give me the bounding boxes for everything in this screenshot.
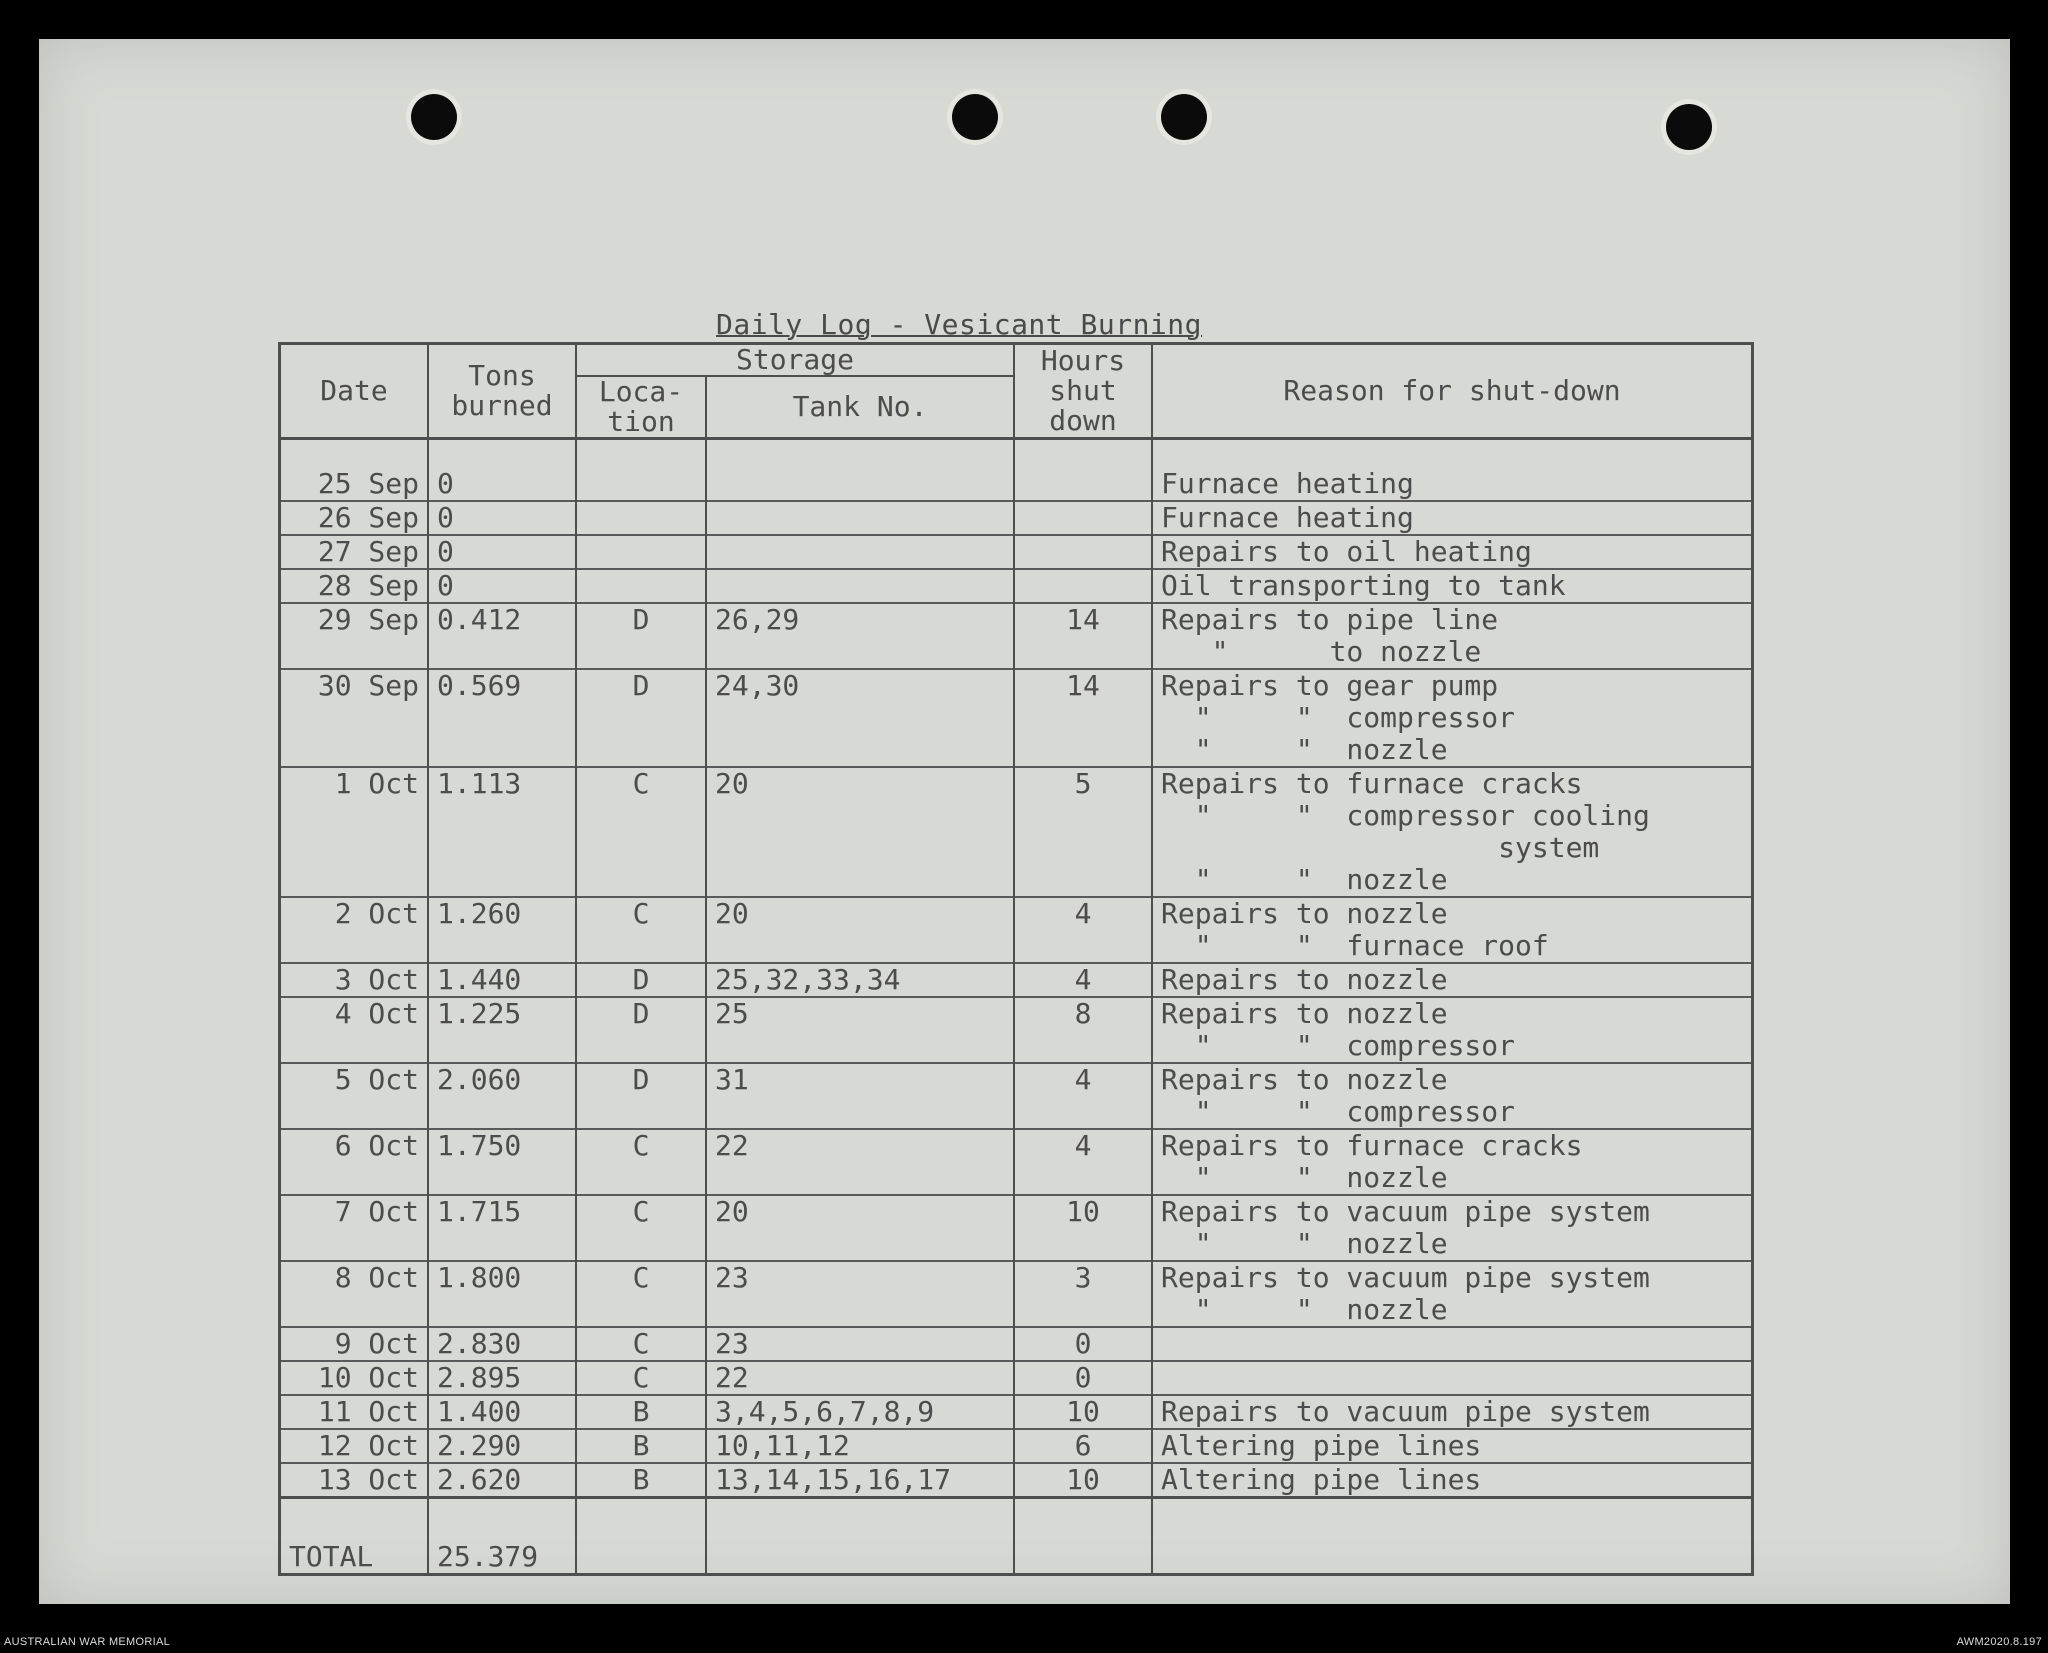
date-cell: 30 Sep xyxy=(280,669,429,767)
tank-no-cell: 20 xyxy=(706,767,1014,897)
location-cell: B xyxy=(576,1429,706,1463)
reason-cell xyxy=(1152,669,1753,767)
table-row xyxy=(280,1327,1753,1361)
table-row xyxy=(280,1395,1753,1429)
tons-burned-cell: 1.715 xyxy=(428,1195,576,1261)
reason-cell xyxy=(1152,535,1753,569)
table-row xyxy=(280,439,1753,502)
table-row xyxy=(280,1261,1753,1327)
reason-cell xyxy=(1152,439,1753,502)
tank-no-cell: 13,14,15,16,17 xyxy=(706,1463,1014,1498)
footer-accession-number: AWM2020.8.197 xyxy=(1956,1636,2042,1648)
date-cell: 8 Oct xyxy=(280,1261,429,1327)
table-body xyxy=(280,439,1753,1498)
reason-line: Repairs to vacuum pipe system xyxy=(1161,1195,1650,1228)
date-cell: 5 Oct xyxy=(280,1063,429,1129)
total-empty-cell xyxy=(706,1498,1014,1575)
date-cell: 29 Sep xyxy=(280,603,429,669)
reason-line: Oil transporting to tank xyxy=(1161,569,1566,602)
header-tons-burned: Tons burned xyxy=(428,344,576,439)
location-cell: C xyxy=(576,1361,706,1395)
reason-cell xyxy=(1152,1395,1753,1429)
reason-cell xyxy=(1152,963,1753,997)
table-row xyxy=(280,603,1753,669)
date-cell: 6 Oct xyxy=(280,1129,429,1195)
location-cell xyxy=(576,501,706,535)
vesicant-burning-log-table xyxy=(278,342,1754,1576)
reason-cell xyxy=(1152,1129,1753,1195)
table-row xyxy=(280,1429,1753,1463)
date-cell: 25 Sep xyxy=(280,439,429,502)
date-cell: 28 Sep xyxy=(280,569,429,603)
date-cell: 1 Oct xyxy=(280,767,429,897)
reason-line: " " compressor xyxy=(1161,701,1516,734)
location-cell: C xyxy=(576,1195,706,1261)
tons-burned-cell: 1.113 xyxy=(428,767,576,897)
reason-line: " " nozzle xyxy=(1161,1161,1448,1194)
tons-burned-cell: 1.800 xyxy=(428,1261,576,1327)
date-cell: 13 Oct xyxy=(280,1463,429,1498)
tank-no-cell: 3,4,5,6,7,8,9 xyxy=(706,1395,1014,1429)
reason-line: Furnace heating xyxy=(1161,467,1414,500)
table-row xyxy=(280,1463,1753,1498)
location-cell: B xyxy=(576,1463,706,1498)
reason-cell xyxy=(1152,603,1753,669)
date-cell: 2 Oct xyxy=(280,897,429,963)
table-row xyxy=(280,535,1753,569)
hours-shut-down-cell: 3 xyxy=(1014,1261,1152,1327)
reason-cell xyxy=(1152,1063,1753,1129)
reason-line: " " nozzle xyxy=(1161,1293,1448,1326)
tank-no-cell xyxy=(706,535,1014,569)
tank-no-cell: 10,11,12 xyxy=(706,1429,1014,1463)
table-row xyxy=(280,897,1753,963)
punch-hole xyxy=(952,94,998,140)
footer-institution: AUSTRALIAN WAR MEMORIAL xyxy=(4,1636,171,1648)
reason-line: Repairs to nozzle xyxy=(1161,997,1448,1030)
reason-line: Repairs to gear pump xyxy=(1161,669,1499,702)
hours-shut-down-cell: 4 xyxy=(1014,963,1152,997)
tons-burned-cell: 1.225 xyxy=(428,997,576,1063)
date-cell: 27 Sep xyxy=(280,535,429,569)
tons-burned-cell: 2.895 xyxy=(428,1361,576,1395)
tons-burned-cell: 2.290 xyxy=(428,1429,576,1463)
reason-line: " " compressor xyxy=(1161,1095,1516,1128)
reason-line: Repairs to nozzle xyxy=(1161,897,1448,930)
hours-shut-down-cell xyxy=(1014,439,1152,502)
tank-no-cell xyxy=(706,439,1014,502)
tank-no-cell: 23 xyxy=(706,1327,1014,1361)
location-cell: D xyxy=(576,963,706,997)
tons-burned-cell: 0 xyxy=(428,439,576,502)
date-cell: 10 Oct xyxy=(280,1361,429,1395)
reason-line: Altering pipe lines xyxy=(1161,1463,1482,1496)
tank-no-cell: 31 xyxy=(706,1063,1014,1129)
reason-line: Repairs to nozzle xyxy=(1161,1063,1448,1096)
document-title: Daily Log - Vesicant Burning xyxy=(716,308,1203,341)
table-row xyxy=(280,997,1753,1063)
hours-shut-down-cell: 6 xyxy=(1014,1429,1152,1463)
hours-shut-down-cell: 5 xyxy=(1014,767,1152,897)
reason-cell xyxy=(1152,897,1753,963)
reason-line: " " nozzle xyxy=(1161,1227,1448,1260)
hours-shut-down-cell: 10 xyxy=(1014,1395,1152,1429)
date-cell: 3 Oct xyxy=(280,963,429,997)
total-tons: 25.379 xyxy=(428,1498,576,1575)
table-row xyxy=(280,963,1753,997)
reason-line: Repairs to vacuum pipe system xyxy=(1161,1261,1650,1294)
punch-hole xyxy=(411,94,457,140)
hours-shut-down-cell xyxy=(1014,535,1152,569)
header-location: Loca- tion xyxy=(576,376,706,439)
reason-line: " " nozzle xyxy=(1161,863,1448,896)
tank-no-cell: 22 xyxy=(706,1129,1014,1195)
location-cell: D xyxy=(576,997,706,1063)
total-empty-cell xyxy=(576,1498,706,1575)
hours-shut-down-cell: 10 xyxy=(1014,1195,1152,1261)
table-row xyxy=(280,1195,1753,1261)
reason-line: Altering pipe lines xyxy=(1161,1429,1482,1462)
tank-no-cell: 24,30 xyxy=(706,669,1014,767)
punch-hole xyxy=(1666,104,1712,150)
tank-no-cell xyxy=(706,501,1014,535)
tons-burned-cell: 0.412 xyxy=(428,603,576,669)
date-cell: 12 Oct xyxy=(280,1429,429,1463)
location-cell: D xyxy=(576,1063,706,1129)
reason-line: Repairs to furnace cracks xyxy=(1161,767,1583,800)
location-cell: D xyxy=(576,603,706,669)
location-cell: D xyxy=(576,669,706,767)
reason-line: " " compressor xyxy=(1161,1029,1516,1062)
reason-line: Repairs to furnace cracks xyxy=(1161,1129,1583,1162)
table-row xyxy=(280,569,1753,603)
hours-shut-down-cell: 0 xyxy=(1014,1361,1152,1395)
location-cell xyxy=(576,439,706,502)
date-cell: 4 Oct xyxy=(280,997,429,1063)
reason-line: " to nozzle xyxy=(1161,635,1482,668)
reason-cell xyxy=(1152,997,1753,1063)
reason-line: Repairs to pipe line xyxy=(1161,603,1499,636)
reason-cell xyxy=(1152,501,1753,535)
total-empty-cell xyxy=(1014,1498,1152,1575)
location-cell: C xyxy=(576,767,706,897)
date-cell: 11 Oct xyxy=(280,1395,429,1429)
total-empty-cell xyxy=(1152,1498,1753,1575)
table-row xyxy=(280,1063,1753,1129)
hours-shut-down-cell: 0 xyxy=(1014,1327,1152,1361)
tank-no-cell: 23 xyxy=(706,1261,1014,1327)
tons-burned-cell: 1.440 xyxy=(428,963,576,997)
tank-no-cell: 20 xyxy=(706,1195,1014,1261)
hours-shut-down-cell: 14 xyxy=(1014,669,1152,767)
location-cell: C xyxy=(576,1261,706,1327)
hours-shut-down-cell: 10 xyxy=(1014,1463,1152,1498)
header-storage: Storage xyxy=(576,344,1014,377)
reason-line: system xyxy=(1161,831,1600,864)
table-row xyxy=(280,1361,1753,1395)
table-header xyxy=(280,344,1753,439)
tank-no-cell: 20 xyxy=(706,897,1014,963)
reason-cell xyxy=(1152,1327,1753,1361)
date-cell: 26 Sep xyxy=(280,501,429,535)
reason-line: " " nozzle xyxy=(1161,733,1448,766)
hours-shut-down-cell: 8 xyxy=(1014,997,1152,1063)
reason-cell xyxy=(1152,569,1753,603)
location-cell: C xyxy=(576,897,706,963)
location-cell xyxy=(576,535,706,569)
reason-line: Repairs to nozzle xyxy=(1161,963,1448,996)
reason-line: " " furnace roof xyxy=(1161,929,1549,962)
punch-hole xyxy=(1161,94,1207,140)
tons-burned-cell: 1.260 xyxy=(428,897,576,963)
header-reason: Reason for shut-down xyxy=(1152,344,1753,439)
tank-no-cell xyxy=(706,569,1014,603)
tons-burned-cell: 2.830 xyxy=(428,1327,576,1361)
table-row xyxy=(280,669,1753,767)
reason-cell xyxy=(1152,1361,1753,1395)
hours-shut-down-cell: 4 xyxy=(1014,1129,1152,1195)
tons-burned-cell: 1.400 xyxy=(428,1395,576,1429)
total-row xyxy=(280,1498,1753,1575)
hours-shut-down-cell xyxy=(1014,569,1152,603)
hours-shut-down-cell: 4 xyxy=(1014,897,1152,963)
location-cell: C xyxy=(576,1327,706,1361)
reason-cell xyxy=(1152,1195,1753,1261)
hours-shut-down-cell: 14 xyxy=(1014,603,1152,669)
reason-line: " " compressor cooling xyxy=(1161,799,1650,832)
tons-burned-cell: 0.569 xyxy=(428,669,576,767)
tons-burned-cell: 0 xyxy=(428,569,576,603)
header-date: Date xyxy=(280,344,429,439)
header-tank-no: Tank No. xyxy=(706,376,1014,439)
hours-shut-down-cell: 4 xyxy=(1014,1063,1152,1129)
tons-burned-cell: 2.620 xyxy=(428,1463,576,1498)
reason-cell xyxy=(1152,767,1753,897)
table-row xyxy=(280,767,1753,897)
location-cell xyxy=(576,569,706,603)
location-cell: C xyxy=(576,1129,706,1195)
tank-no-cell: 25 xyxy=(706,997,1014,1063)
date-cell: 9 Oct xyxy=(280,1327,429,1361)
tons-burned-cell: 1.750 xyxy=(428,1129,576,1195)
reason-cell xyxy=(1152,1429,1753,1463)
total-label: TOTAL xyxy=(280,1498,429,1575)
reason-line: Repairs to vacuum pipe system xyxy=(1161,1395,1650,1428)
tons-burned-cell: 2.060 xyxy=(428,1063,576,1129)
date-cell: 7 Oct xyxy=(280,1195,429,1261)
tank-no-cell: 26,29 xyxy=(706,603,1014,669)
reason-line: Repairs to oil heating xyxy=(1161,535,1532,568)
tons-burned-cell: 0 xyxy=(428,501,576,535)
tons-burned-cell: 0 xyxy=(428,535,576,569)
tank-no-cell: 22 xyxy=(706,1361,1014,1395)
header-hours-shut-down: Hours shut down xyxy=(1014,344,1152,439)
table-row xyxy=(280,1129,1753,1195)
location-cell: B xyxy=(576,1395,706,1429)
reason-cell xyxy=(1152,1463,1753,1498)
reason-line: Furnace heating xyxy=(1161,501,1414,534)
tank-no-cell: 25,32,33,34 xyxy=(706,963,1014,997)
hours-shut-down-cell xyxy=(1014,501,1152,535)
table-row xyxy=(280,501,1753,535)
reason-cell xyxy=(1152,1261,1753,1327)
